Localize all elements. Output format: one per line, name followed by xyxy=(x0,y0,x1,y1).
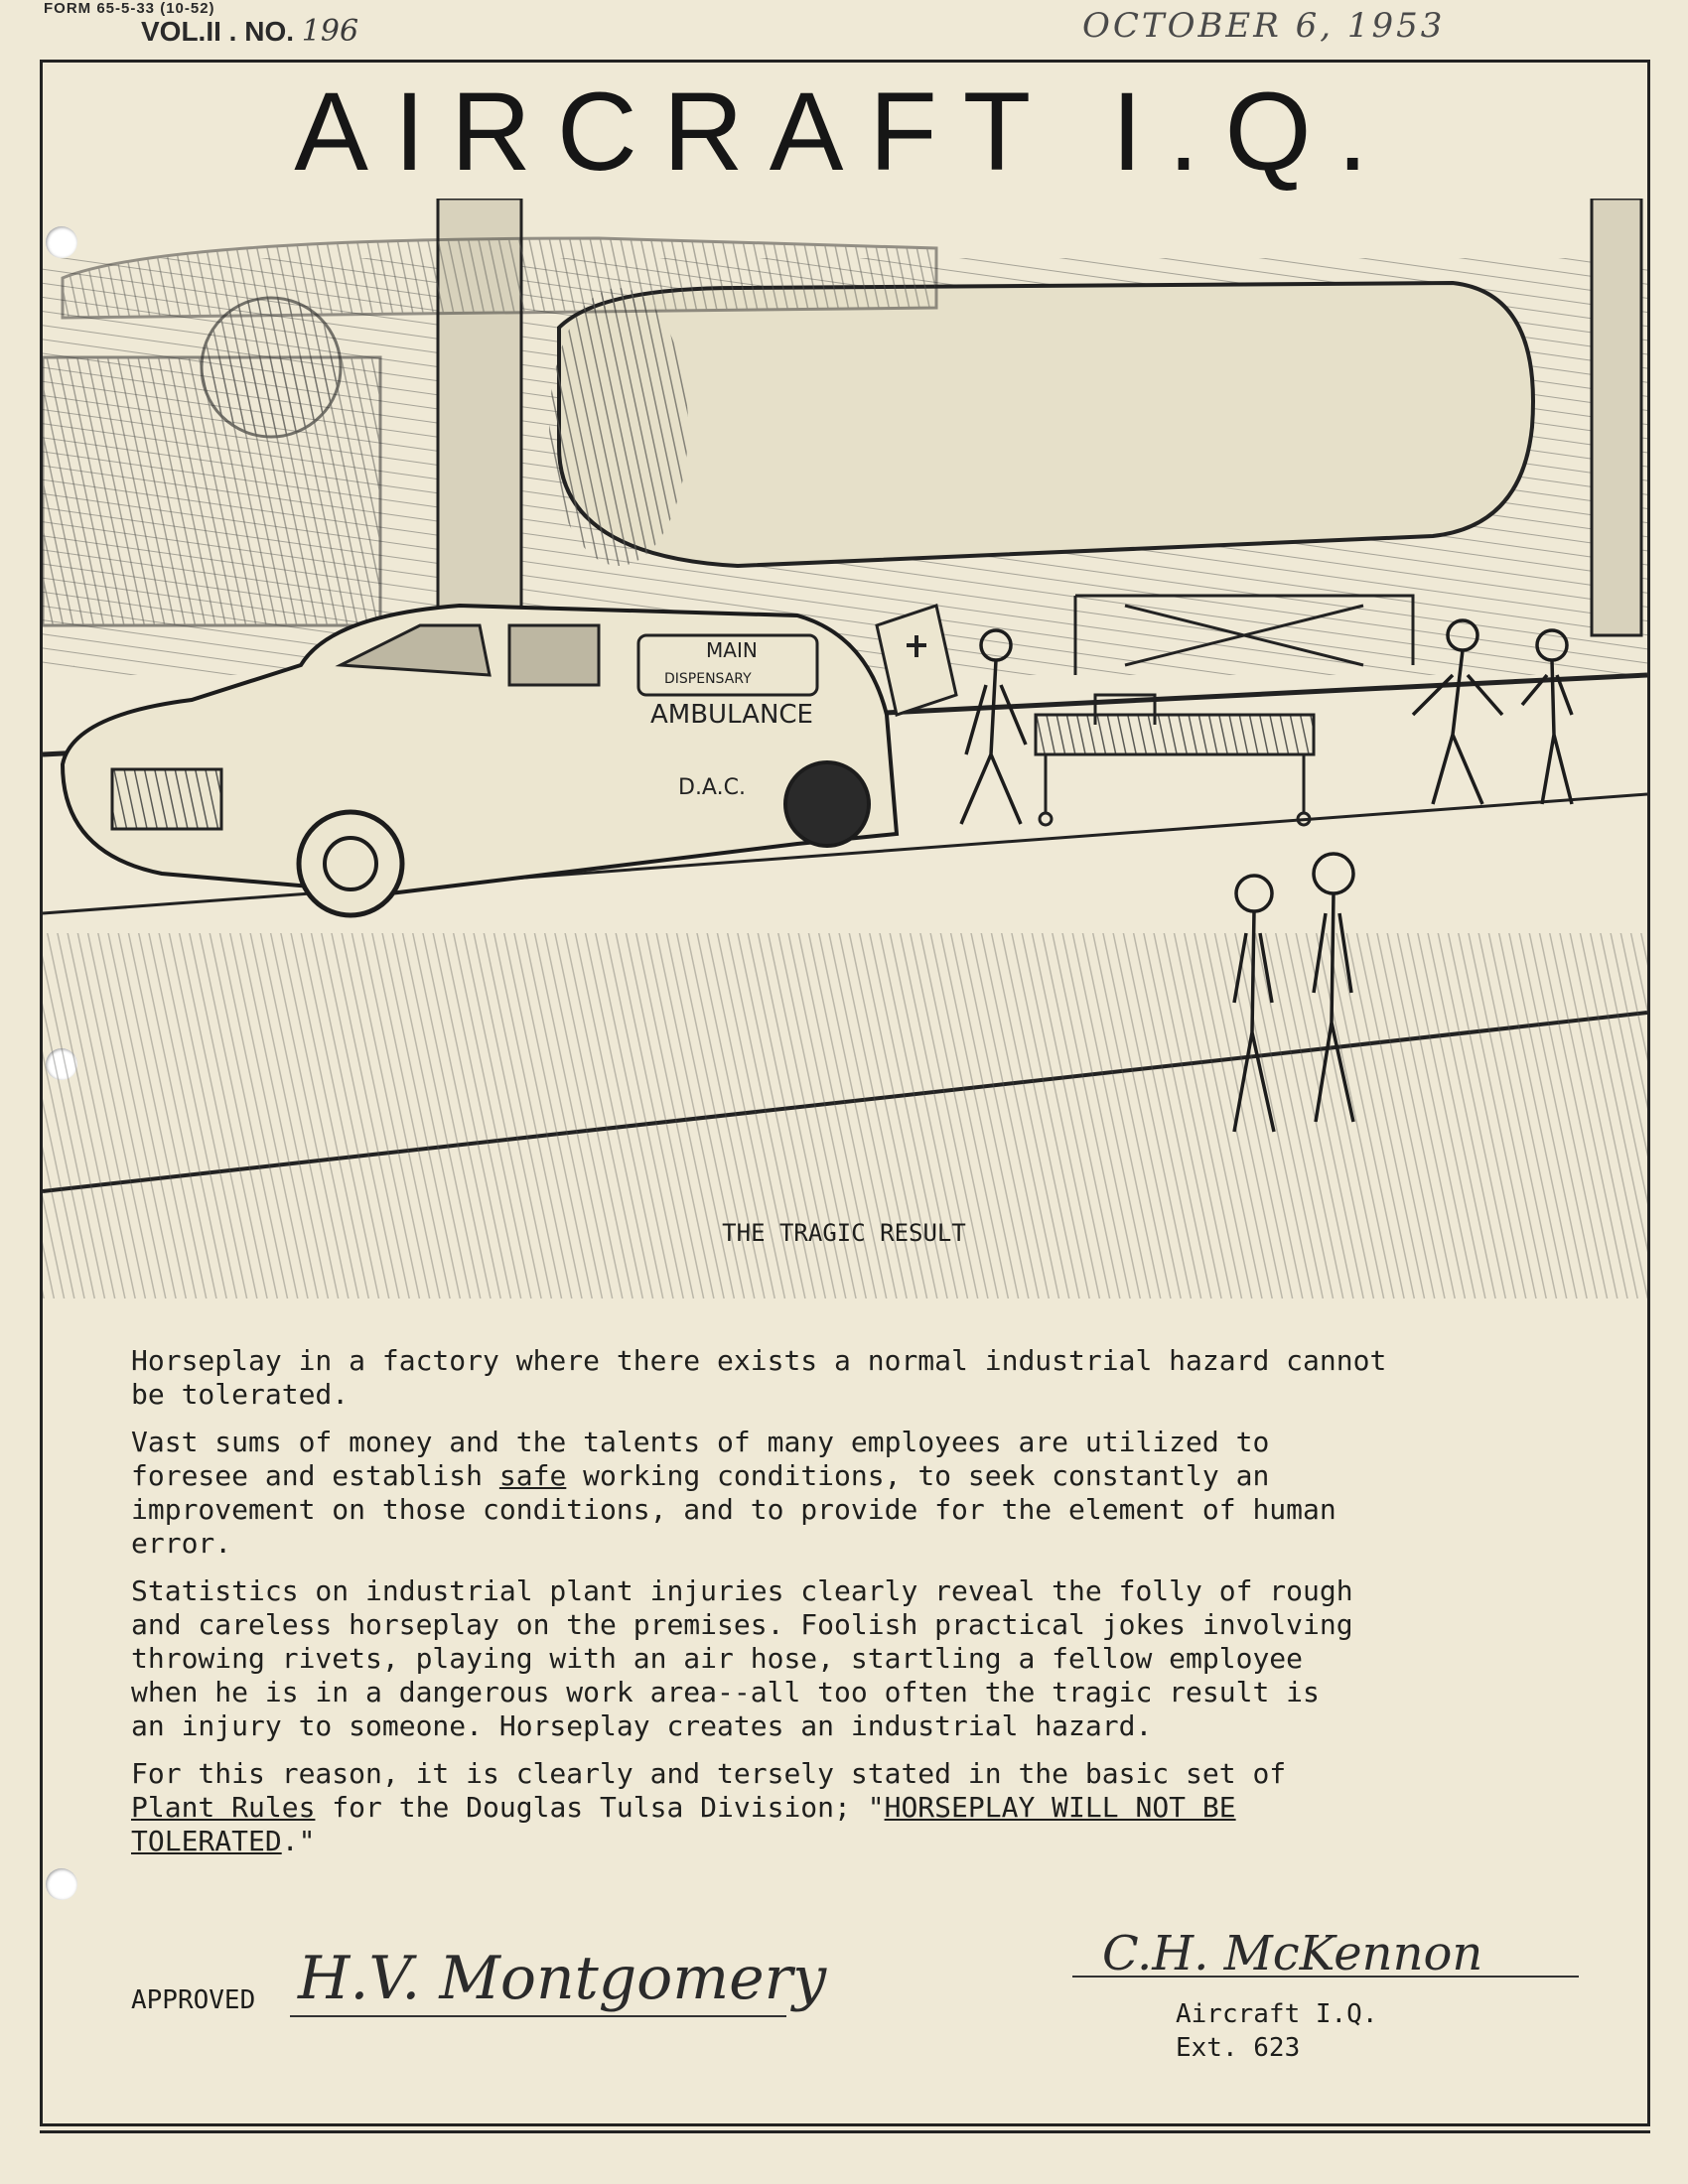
fuselage-background xyxy=(63,238,936,318)
paragraph-4-part-c: ." xyxy=(281,1825,316,1857)
fuselage-large xyxy=(559,283,1533,566)
underlined-plant-rules: Plant Rules xyxy=(131,1791,316,1824)
cartoon-illustration xyxy=(43,199,1647,1298)
paragraph-2-part-a: Vast sums of money and the talents of many employees are utilized to foresee and establish xyxy=(131,1426,1270,1492)
paragraph-1: Horseplay in a factory where there exists a normal industrial hazard cannot be tolerated. xyxy=(131,1344,1387,1411)
paragraph-4-part-b: for the Douglas Tulsa Division; " xyxy=(315,1791,885,1824)
paragraph-2-part-b: working conditions, to seek constantly an improvement on those conditions, and to provide for the element of human error. xyxy=(131,1459,1336,1560)
hospital-stretcher xyxy=(1036,695,1314,825)
illustration-caption: THE TRAGIC RESULT xyxy=(722,1219,966,1247)
volume-issue xyxy=(141,14,358,49)
underlined-safe: safe xyxy=(498,1459,567,1492)
underlined-rule-quote: HORSEPLAY WILL NOT BE TOLERATED xyxy=(131,1791,1236,1857)
ambulance-label-ambulance: AMBULANCE xyxy=(650,700,813,730)
fuselage-large-end xyxy=(549,288,688,566)
signature-author: C.H. McKennon xyxy=(1102,1926,1483,1981)
article-body xyxy=(131,1344,1650,1872)
paragraph-2 xyxy=(131,1426,1650,1561)
paragraph-4 xyxy=(131,1757,1650,1858)
department-name: Aircraft I.Q. xyxy=(1176,1999,1378,2029)
punch-hole-bottom xyxy=(46,1868,77,1900)
volume-label: VOL.II . NO. xyxy=(141,16,295,47)
ambulance-label-dispensary: DISPENSARY xyxy=(664,671,752,687)
ambulance-label-dac: D.A.C. xyxy=(678,775,746,800)
paragraph-4-part-a: For this reason, it is clearly and tersely stated in the basic set of xyxy=(131,1757,1287,1790)
signature-line-approver xyxy=(290,2015,786,2017)
phone-extension: Ext. 623 xyxy=(1176,2033,1301,2063)
department-block xyxy=(1176,1997,1378,2065)
steel-column-right xyxy=(1592,199,1641,635)
form-number: FORM 65-5-33 (10-52) xyxy=(44,0,215,17)
approved-label: APPROVED xyxy=(131,1985,256,2015)
bottom-rule xyxy=(40,2130,1650,2133)
signature-line-author xyxy=(1072,1976,1579,1978)
shop-building xyxy=(43,357,380,625)
masthead-title: AIRCRAFT I.Q. xyxy=(294,69,1394,194)
ambulance-label-main: MAIN xyxy=(706,638,758,662)
paragraph-3: Statistics on industrial plant injuries clearly reveal the folly of rough and careless horseplay on the premises. Foolish practical jokes involving throwing rivets, playing with an air hose, startling a fellow employee when he is in a dangerous work area--all too often the tragic result is an injury to someone. Horseplay creates an industrial hazard. xyxy=(131,1574,1353,1742)
issue-number: 196 xyxy=(301,14,359,49)
signature-approver: H.V. Montgomery xyxy=(298,1944,827,2013)
issue-date: OCTOBER 6, 1953 xyxy=(1082,6,1446,46)
